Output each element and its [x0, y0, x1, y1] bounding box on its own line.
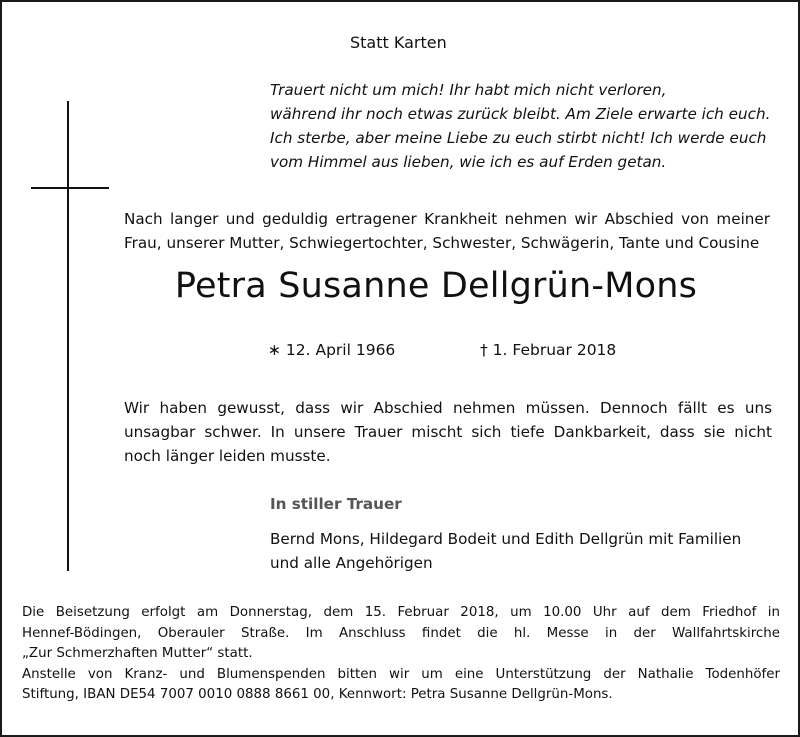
mourners: [270, 527, 790, 575]
deceased-name: Petra Susanne Dellgrün-Mons: [174, 266, 698, 306]
footer-line: Stiftung, IBAN DE54 7007 0010 0888 8661 00, Kennwort: Petra Susanne Dellgrün-Mons.: [22, 687, 613, 702]
intro-line: Frau, unserer Mutter, Schwiegertochter, Schwester, Schwägerin, Tante und Cousine: [124, 234, 760, 252]
birth-date: ∗ 12. April 1966: [268, 341, 396, 359]
mourning-heading: In stiller Trauer: [270, 495, 402, 513]
cross-icon-vertical: [67, 101, 69, 571]
footer-line: Hennef-Bödingen, Oberauler Straße. Im Anschluss findet die hl. Messe in der Wallfahrtskirche: [22, 625, 780, 641]
header-statt-karten: Statt Karten: [350, 33, 447, 52]
funeral-details: [22, 603, 780, 706]
body-line: unsagbar schwer. In unsere Trauer mischt sich tiefe Dankbarkeit, dass sie nicht: [124, 423, 772, 441]
intro-text: [124, 207, 770, 255]
body-line: Wir haben gewusst, dass wir Abschied nehmen müssen. Dennoch fällt es uns: [124, 399, 772, 417]
cross-icon-horizontal: [31, 187, 109, 189]
poem-line: Trauert nicht um mich! Ihr habt mich nicht verloren,: [270, 81, 667, 99]
poem-line: Ich sterbe, aber meine Liebe zu euch stirbt nicht! Ich werde euch: [270, 129, 767, 147]
footer-line: „Zur Schmerzhaften Mutter“ statt.: [22, 646, 253, 661]
intro-line: Nach langer und geduldig ertragener Krankheit nehmen wir Abschied von meiner: [124, 210, 770, 228]
body-text: [124, 396, 772, 468]
poem-line: vom Himmel aus lieben, wie ich es auf Erden getan.: [270, 153, 667, 171]
mourners-line: und alle Angehörigen: [270, 554, 433, 572]
poem: [270, 78, 790, 174]
poem-line: während ihr noch etwas zurück bleibt. Am Ziele erwarte ich euch.: [270, 105, 771, 123]
body-line: noch länger leiden musste.: [124, 447, 331, 465]
mourners-line: Bernd Mons, Hildegard Bodeit und Edith Dellgrün mit Familien: [270, 530, 742, 548]
footer-line: Anstelle von Kranz- und Blumenspenden bitten wir um eine Unterstützung der Nathalie Todenhöfer: [22, 666, 780, 682]
death-date: † 1. Februar 2018: [480, 341, 617, 359]
footer-line: Die Beisetzung erfolgt am Donnerstag, dem 15. Februar 2018, um 10.00 Uhr auf dem Friedhof in: [22, 605, 780, 620]
